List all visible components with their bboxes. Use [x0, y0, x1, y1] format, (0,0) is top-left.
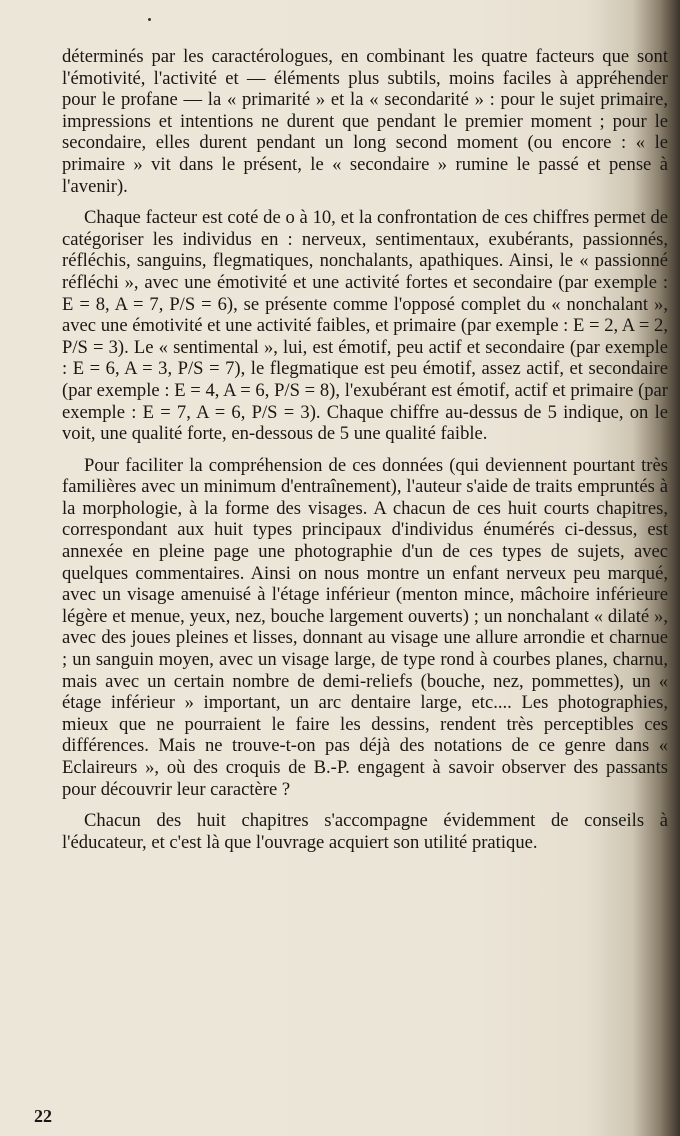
paragraph-2: Chaque facteur est coté de o à 10, et la confrontation de ces chiffres permet de catégoriser les individus en : nerveux, sentimentaux, exubérants, passionnés, réfléchis, sanguins, flegmatiques, nonchalants, apathiques. Ainsi, le « passionné réfléchi », avec une émotivité et une activité fortes et secondaire (par exemple : E = 8, A = 7, P/S = 6), se présente comme l'opposé complet du « nonchalant », avec une émotivité et une activité faibles, et primaire (par exemple : E = 2, A = 2, P/S = 3). Le « sentimental », lui, est émotif, peu actif et secondaire (par exemple : E = 6, A = 3, P/S = 7), le flegmatique est peu émotif, assez actif, et secondaire (par exemple : E = 4, A = 6, P/S = 8), l'exubérant est émotif, actif et primaire (par exemple : E = 7, A = 6, P/S = 3). Chaque chiffre au-dessus de 5 indique, on le voit, une qualité forte, en-dessous de 5 une qualité faible.: [62, 207, 668, 445]
body-text: [62, 46, 668, 853]
print-speck: [148, 18, 151, 21]
paragraph-1: déterminés par les caractérologues, en combinant les quatre facteurs que sont l'émotivité, l'activité et — éléments plus subtils, moins faciles à appréhender pour le profane — la « primarité » et la « secondarité » : pour le sujet primaire, impressions et intentions ne durent que pendant le premier moment ; pour le secondaire, elles durent pendant un long second moment (ou encore : « le primaire » vit dans le présent, le « secondaire » rumine le passé et pense à l'avenir).: [62, 46, 668, 197]
paragraph-4: Chacun des huit chapitres s'accompagne évidemment de conseils à l'éducateur, et c'est là que l'ouvrage acquiert son utilité pratique.: [62, 810, 668, 853]
page-number: 22: [34, 1106, 52, 1126]
paragraph-3: Pour faciliter la compréhension de ces données (qui deviennent pourtant très familières avec un minimum d'entraînement), l'auteur s'aide de traits empruntés à la morphologie, à la forme des visages. A chacun de ces huit courts chapitres, correspondant aux huit types principaux d'individus énumérés ci-dessus, est annexée en pleine page une photographie d'un de ces types de sujets, avec quelques commentaires. Ainsi on nous montre un enfant nerveux peu marqué, avec un visage amenuisé à l'étage inférieur (menton mince, mâchoire inférieure légère et menue, yeux, nez, bouche largement ouverts) ; un nonchalant « dilaté », avec des joues pleines et lisses, donnant au visage une allure arrondie et charnue ; un sanguin moyen, avec un visage large, de type rond à courbes planes, charnu, mais avec un certain nombre de demi-reliefs (bouche, nez, pommettes), un « étage inférieur » important, un arc dentaire large, etc.... Les photographies, mieux que ne pourraient le faire les dessins, rendent très perceptibles ces différences. Mais ne trouve-t-on pas déjà des notations de ce genre dans « Eclaireurs », où des croquis de B.-P. engagent à savoir observer des passants pour découvrir leur caractère ?: [62, 454, 668, 800]
